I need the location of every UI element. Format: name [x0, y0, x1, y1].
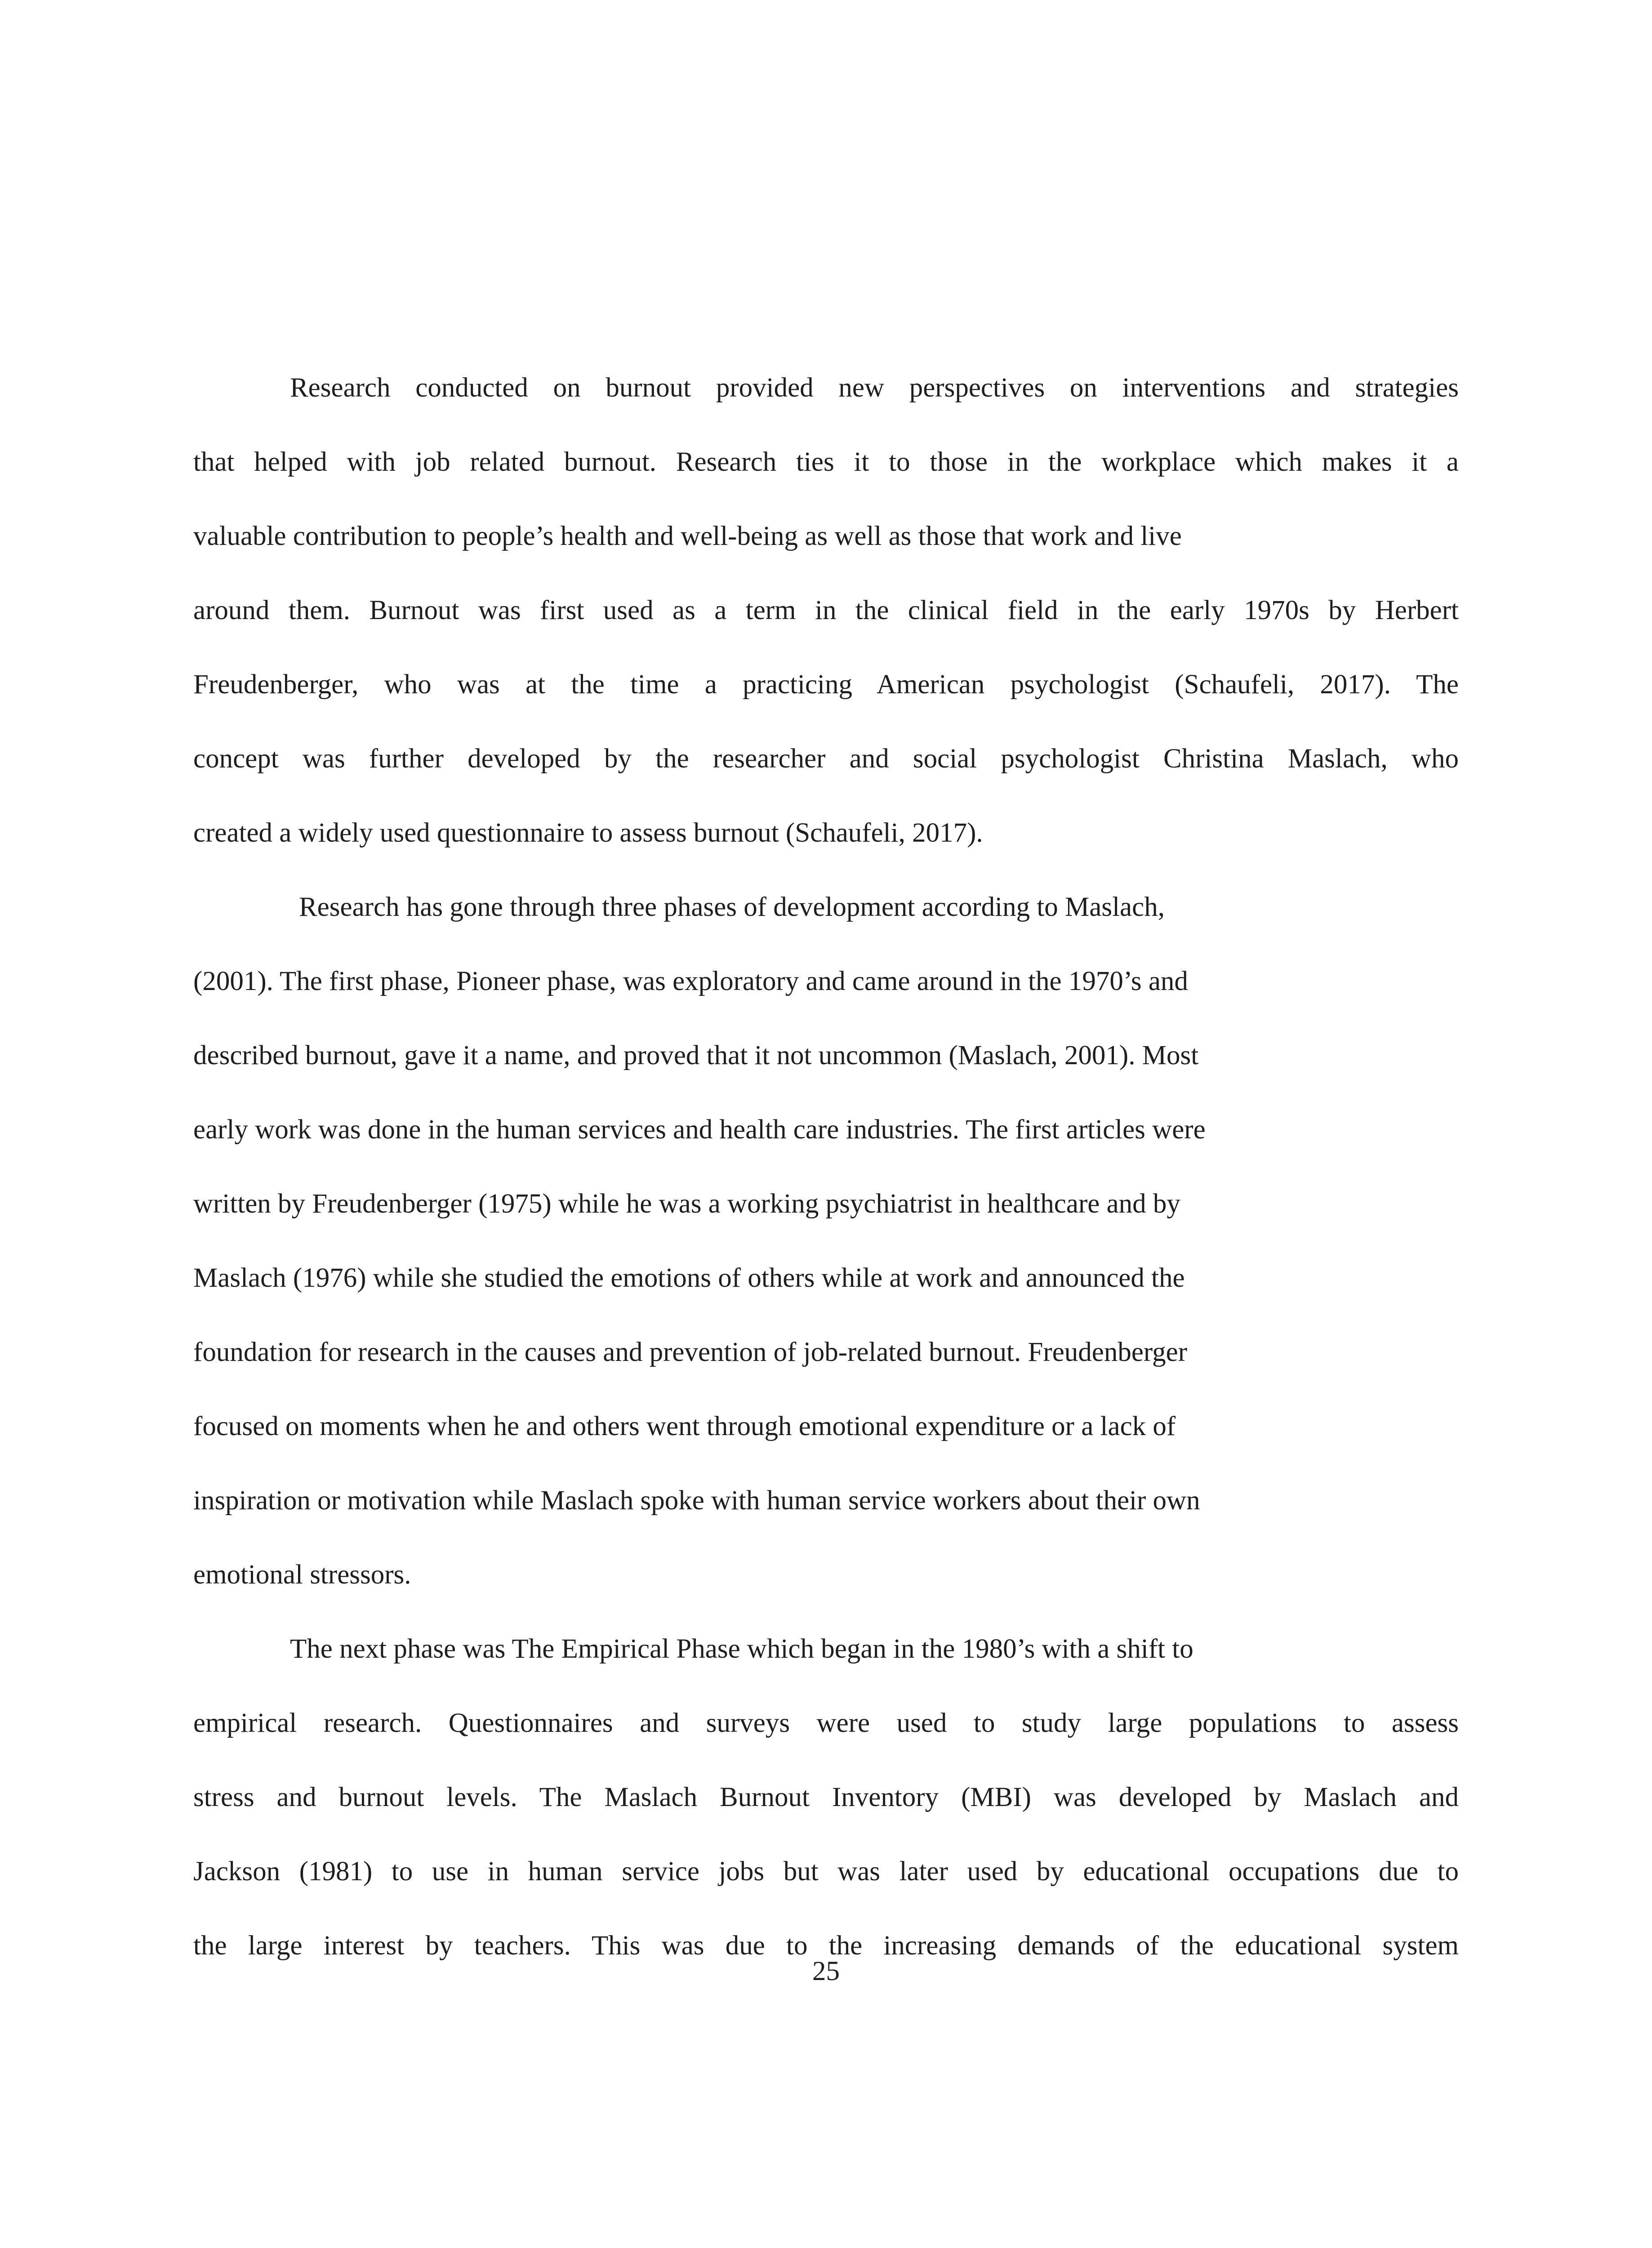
paragraph-1-line-7: created a widely used questionnaire to assess burnout (Schaufeli, 2017). — [193, 818, 983, 848]
body-text — [193, 351, 1459, 1983]
page-number: 25 — [812, 1956, 840, 1986]
paragraph-2-line-1: Research has gone through three phases of development according to Maslach, — [299, 892, 1165, 922]
paragraph-3-line-1: The next phase was The Empirical Phase which began in the 1980’s with a shift to — [290, 1634, 1193, 1664]
paragraph-1-line-1: Research conducted on burnout provided new perspectives on interventions and strategies — [290, 373, 1459, 403]
paragraph-2-line-3: described burnout, gave it a name, and proved that it not uncommon (Maslach, 2001). Most — [193, 1040, 1199, 1070]
paragraph-3-line-5: the large interest by teachers. This was due to the increasing demands of the educational system — [193, 1931, 1459, 1961]
paragraph-2-line-4: early work was done in the human services and health care industries. The first articles were — [193, 1115, 1206, 1145]
paragraph-3-line-2: empirical research. Questionnaires and surveys were used to study large populations to assess — [193, 1708, 1459, 1738]
paragraph-2-line-5: written by Freudenberger (1975) while he was a working psychiatrist in healthcare and by — [193, 1189, 1180, 1219]
paragraph-2-line-8: focused on moments when he and others went through emotional expenditure or a lack of — [193, 1411, 1176, 1441]
paragraph-1-line-4: around them. Burnout was first used as a term in the clinical field in the early 1970s by Herbert — [193, 595, 1459, 625]
paragraph-2-line-6: Maslach (1976) while she studied the emotions of others while at work and announced the — [193, 1263, 1185, 1293]
paragraph-1-line-6: concept was further developed by the researcher and social psychologist Christina Maslach, who — [193, 744, 1459, 774]
paragraph-3-line-3: stress and burnout levels. The Maslach Burnout Inventory (MBI) was developed by Maslach and — [193, 1782, 1459, 1812]
paragraph-1-line-3: valuable contribution to people’s health and well-being as well as those that work and live — [193, 521, 1182, 551]
paragraph-1-line-2: that helped with job related burnout. Research ties it to those in the workplace which makes it a — [193, 447, 1459, 477]
paragraph-3-line-4: Jackson (1981) to use in human service jobs but was later used by educational occupations due to — [193, 1856, 1459, 1887]
paragraph-2-line-10: emotional stressors. — [193, 1560, 411, 1590]
paragraph-2-line-2: (2001). The first phase, Pioneer phase, was exploratory and came around in the 1970’s and — [193, 966, 1188, 996]
paragraph-2-line-7: foundation for research in the causes and prevention of job-related burnout. Freudenberger — [193, 1337, 1188, 1367]
paragraph-1-line-5: Freudenberger, who was at the time a practicing American psychologist (Schaufeli, 2017). The — [193, 669, 1459, 700]
paragraph-2-line-9: inspiration or motivation while Maslach spoke with human service workers about their own — [193, 1485, 1200, 1516]
